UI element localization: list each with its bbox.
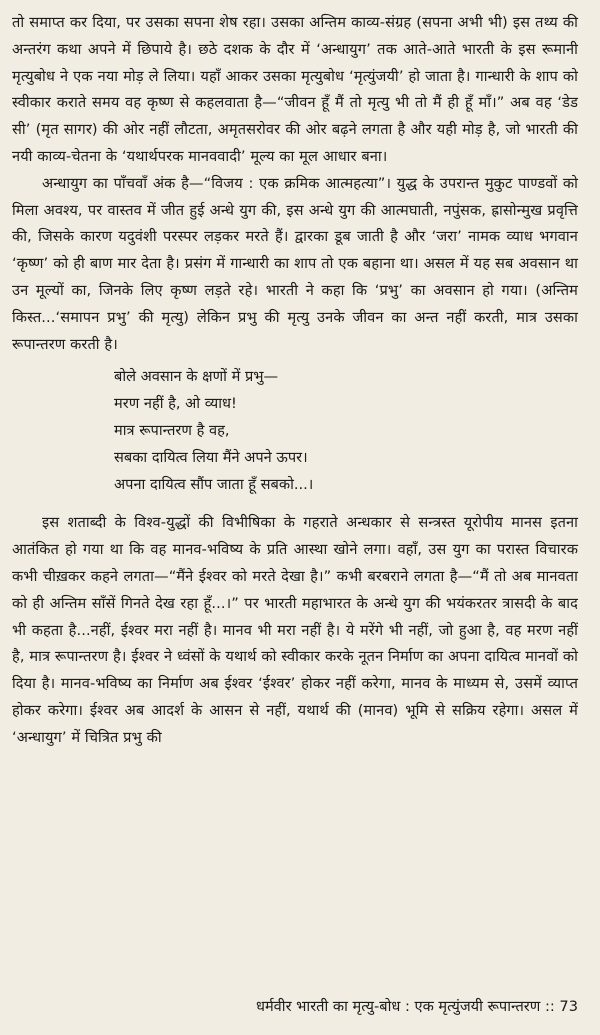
spacer: [12, 502, 578, 510]
poem-line: मरण नहीं है, ओ व्याध!: [114, 395, 237, 413]
body-text-continued: [12, 510, 578, 751]
paragraph-2: अन्धायुग का पाँचवाँ अंक है—“विजय : एक क्रमिक आत्महत्या”। युद्ध के उपरान्त मुकुट पाण्डवों को मिला अवश्य, पर वास्तव में जीत हुई अन्धे युग की, इस अन्धे युग की आत्मघाती, नपुंसक, ह्रासोन्मुख प्रवृत्ति की, जिसके कारण यदुवंशी परस्पर लड़कर मरते हैं। द्वारका डूब जाती है और ‘जरा’ नामक व्याध भगवान ‘कृष्ण’ को ही बाण मार देता है। प्रसंग में गान्धारी का शाप तो एक बहाना था। असल में यह सब अवसान था उन मूल्यों का, जिनके लिए कृष्ण लड़ते रहे। भारती ने कहा कि ‘प्रभु’ का अवसान हो गया। (अन्तिम किस्त...‘समापन प्रभु’ की मृत्यु) लेकिन प्रभु की मृत्यु उनके जीवन का अन्त नहीं करती, मात्र उसका रूपान्तरण करती है।: [12, 174, 578, 353]
poem-block: [114, 364, 578, 498]
page-footer: धर्मवीर भारती का मृत्यु-बोध : एक मृत्युंजयी रूपान्तरण :: 73: [255, 998, 578, 1015]
paragraph-1: तो समाप्त कर दिया, पर उसका सपना शेष रहा। उसका अन्तिम काव्य-संग्रह (सपना अभी भी) इस तथ्य की अन्तरंग कथा अपने में छिपाये है। छठे दशक के दौर में ‘अन्धायुग’ तक आते-आते भारती के इस रूमानी मृत्युबोध ने एक नया मोड़ ले लिया। यहाँ आकर उसका मृत्युबोध ‘मृत्युंजयी’ हो जाता है। गान्धारी के शाप को स्वीकार कराते समय वह कृष्ण से कहलवाता है—“जीवन हूँ मैं तो मृत्यु भी तो मैं ही हूँ माँ।” अब वह ‘डेड सी’ (मृत सागर) की ओर नहीं लौटता, अमृतसरोवर की ओर बढ़ने लगता है और यही मोड़ है, जो भारती की नयी काव्य-चेतना के ‘यथार्थपरक मानववादी’ मूल्य का मूल आधार बना।: [12, 14, 578, 165]
poem-line: सबका दायित्व लिया मैंने अपने ऊपर।: [114, 448, 308, 466]
poem-line: बोले अवसान के क्षणों में प्रभु—: [114, 368, 279, 386]
poem-line: मात्र रूपान्तरण है वह,: [114, 421, 230, 439]
body-text: [12, 10, 578, 358]
paragraph-3: इस शताब्दी के विश्व-युद्धों की विभीषिका के गहराते अन्धकार से सन्त्रस्त यूरोपीय मानस इतना आतंकित हो गया था कि वह मानव-भविष्य के प्रति आस्था खोने लगा। वहाँ, उस युग का परास्त विचारक कभी चीख़कर कहने लगता—“मैंने ईश्वर को मरते देखा है।” कभी बरबराने लगता है—“मैं तो अब मानवता को ही अन्तिम साँसें गिनते देख रहा हूँ...।” पर भारती महाभारत के अन्धे युग की भयंकरतर त्रासदी के बाद भी कहता है...नहीं, ईश्वर मरा नहीं है। मानव भी मरा नहीं है। ये मरेंगे भी नहीं, जो हुआ है, वह मरण नहीं है, मात्र रूपान्तरण है। ईश्वर ने ध्वंसों के यथार्थ को स्वीकार करके नूतन निर्माण का अपना दायित्व मानवों को दिया है। मानव-भविष्य का निर्माण अब ईश्वर ‘ईश्वर’ होकर नहीं करेगा, मानव के माध्यम से, उसमें व्याप्त होकर करेगा। ईश्वर अब आदर्श के आसन से नहीं, यथार्थ की (मानव) भूमि से सक्रिय रहेगा। असल में ‘अन्धायुग’ में चित्रित प्रभु की: [12, 514, 578, 746]
poem-line: अपना दायित्व सौंप जाता हूँ सबको...।: [114, 475, 314, 493]
